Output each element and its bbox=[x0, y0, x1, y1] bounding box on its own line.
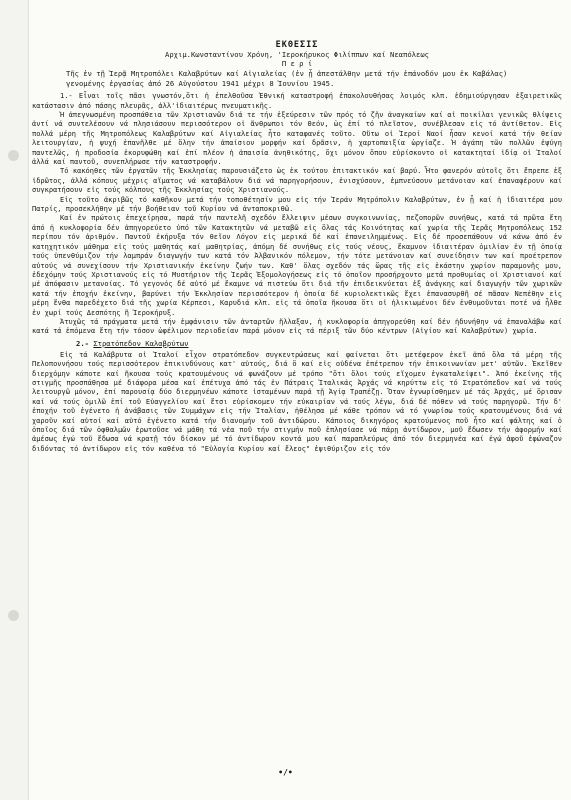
punch-hole bbox=[8, 150, 19, 161]
report-author: Αρχιμ.Κωνσταντίνου Χρόνη, 'Ιεροκήρυκος Φιλίππων καί Νεαπόλεως bbox=[165, 50, 429, 59]
report-title: ΕΚΘΕΣΙΣ bbox=[275, 40, 319, 50]
report-intro: Τῆς ἐν τῇ Ἱερᾷ Μητροπόλει Καλαβρύτων καί Αἰγιαλείας (ἐν ᾗ ἀπεστάλθην μετά τήν ἐπάνοδόν μου ἐκ Καβάλας) γενομένης ἐργασίας ἀπό 26 Αὐγούστου 1941 μέχρι 8 Ἰουνίου 1945. bbox=[66, 69, 508, 88]
binding-edge bbox=[0, 0, 29, 800]
paragraph: Εἰς τοῦτο ἀκριβῶς τό καθῆκον μετά τήν τοποθέτησίν μου εἰς τήν Ἱεράν Μητρόπολιν Καλαβρύτων, ἐν ᾗ καί ἡ ἰδιαιτέρα μου Πατρίς, προσεκλήθην μέ τήν βοήθειαν τοῦ Κυρίου νά ἀνταποκριθῶ. bbox=[32, 195, 562, 214]
paragraph: Καί ἐν πρώτοις ἐπεχείρησα, παρά τήν παντελῆ σχεδόν ἔλλειψιν μέσων συγκοινωνίας, πεζοπορῶν συνήθως, κατά τά πρῶτα ἔτη ἀπό ἡ κυκλοφορία δέν ἀπηγορεύετο ὑπό τῶν Κατακτητῶν νά μεταβῶ εἰς ὅλας τάς Κοινότητας καί χωρία τῆς Ἱερᾶς Μητροπόλεως 152 περίπου τόν ἀριθμόν. Παντοῦ ἐκήρυξα τόν θεῖον Λόγον εἰς μερικά δέ καί ἐπανειλημμένως. Εἰς δέ προσεπάθουν νά κάνω ἀπό ἐν κατηχητικόν μάθημα εἰς τούς μαθητάς καί μαθητρίας, ἀπόμη δέ συνήθως εἰς τούς νέους, ἔκαμνον ἰδιαιτέραν ὁμιλίαν ἐν τῇ ὁποίᾳ τούς ὑπενθύμιζον τήν λαμπράν διαγωγήν των κατά τόν Ἀλβανικόν πόλεμον, τήν τότε μετάνοιαν καί συνείδησιν των καί προέτρεπον αὐτούς νά συνεχίσουν τήν Χριστιανικήν ἐκείνην ζωήν των. Καθ' ὅλας σχεδόν τάς ὥρας τῆς εἰς ἑκάστην χωρίον παραμονῆς μου, ἐδεχόμην τούς Χριστιανούς εἰς τό Μυστήριον τῆς Ἱερᾶς Ἐξομολογήσεως εἰς τό ὁποῖον προσήρχοντο μετά προθυμίας οἱ Χριστιανοί καί μέ ἀπόφασιν μετανοίας. Τό γεγονός δέ αὐτό μέ ἔκαμνε νά πιστεύω ὅτι διά τῆν ἐπιδεικνύεται ἐξ ἀνάγκης καί διαγωγήν τῶν χωρικῶν κατά τήν ἐποχήν ἐκείνην, βαρύνει τήν Ἐκκλησίαν περισσότερον ἡ ὁποία δέ κυριολεκτικῶς ἔχει ἐπανασυρθῆ σέ πᾶσαν Νεπέθην εἰς μέρη ἔνθα παρεδέχετο διά τῆς χωρία Κέρπεσι, Καρυδιά κλπ. εἰς τά ὁποῖα ἤκουσα ὅτι οἱ ἡλικιωμένοι δέν ἐνθυμοῦνται ποτέ νά ἦλθε ἐν χωρί τούς Δεσπότης ἢ Ἱεροκήρυξ. bbox=[32, 214, 562, 317]
page-continuation-mark: •/• bbox=[278, 768, 293, 777]
paragraph: Ἀτυχῶς τά πράγματα μετά τήν ἐμφάνισιν τῶν ἀνταρτῶν ἤλλαξαν, ἡ κυκλοφορία ἀπηγορεύθη καί δέν ἠδυνήθην νά ἐπαναλάβω καί κατά τά ἐπόμενα ἔτη τήν τόσον ὠφέλιμον περιοδείαν παρά μόνον εἰς τά πέριξ τῶν δύο κέντρων (Αἰγίου καί Καλαβρύτων) χωρία. bbox=[32, 317, 562, 336]
document-body bbox=[32, 40, 562, 454]
paragraph: Ἡ ἀπεγνωσμένη προσπάθεια τῶν Χριστιανῶν διά τε τήν ἐξεύρεσιν τῶν πρός τό ζῆν ἀναγκαίων καί αἱ ποικίλαι γενικῶς θλίψεις ἀντί νά συντελέσουν νά πλησιάσουν περισσότερον οἱ ἄνθρωποι τόν Θεόν, ὡς ἐπί τό πλεῖστον, συνέβλεσαν εἰς τό ἀντίθετον. Εἰς πολλά μέρη τῆς Μητροπόλεως Καλαβρύτων καί Αἰγιαλείας ἦτο καταφανές τοῦτο. Οὕτω οἱ Ἱεροί Ναοί ἦσαν κενοί κατά τήν θείαν λειτουργίαν, ἡ ψυχή ἐπανῆλθε μέ ὅλην τήν ἀπαίσιον μορφήν καί δρᾶσιν, ἡ χαρτοπαιξία ὠργίαζε. Ἡ ἀγάπη τῶν πολλῶν ἐψύγη παντελῶς, ἡ προδοσία ἐκορυφώθη καί ἐπί πλέον ἡ ἀπαισία ἀνηθικότης, ὄχι μόνον ὅπου εὑρίσκοντο οἱ κατακτηταί ἰδίᾳ οἱ Ἰταλοί ἀλλά καί παντοῦ, συνεπλήρωσε τήν καταστροφήν. bbox=[32, 111, 562, 167]
paragraph: Τό κακόηθες τῶν ἐργατῶν τῆς Ἐκκλησίας παρουσιάζετο ὡς ἐκ τούτου ἐπιτακτικόν καί βαρύ. Ἦτο φανερόν αὐτοῖς ὅτι ἔπρεπε ἐξ ἱδρῶτος, ἀλλά κόπους μέχρις αἵματος νά καταβάλουν διά νά παρηγορήσουν, ἐνισχύσουν, ἐμπνεύσουν μετάνοιαν καί ἐπαναφέρουν καί συγκρατήσουν εἰς τούς κόλπους τῆς Ἐκκλησίας τούς Χριστιανούς. bbox=[32, 167, 562, 195]
paragraph: Εἰς τά Καλάβρυτα οἱ Ἰταλοί εἶχον στρατόπεδον συγκεντρώσεως καί φαίνεται ὅτι μετέφερον ἐκεῖ ἀπό ὅλα τά μέρη τῆς Πελοποννήσου τούς περισσότερον ἐπικινδύνους κατ' αὐτούς, διά ὅ καί εἰς οὐδένα ἐπέτρεπον τήν ἐπικοινωνίαν μετ' αὐτῶν. Ἐκεῖθεν διερχόμην κάποτε καί ἤκουσα τούς κρατουμένους νά φωνάζουν μέ τρόπο "ὅτι ὅλοι τούς εἴχομεν ἐγκαταλείψει". Ἀπό ἐκείνης τῆς στιγμῆς προσπάθησα μέ διάφορα μέσα καί ἐπέτυχα ἀπό τάς ἐν Πάτραις Ἰταλικάς Ἀρχάς νά κηρύττω εἰς τό Στρατόπεδον καί νά τούς λειτουργῶ μόνον, ἐπί παρουσίᾳ δύο διερμηνέων κάποτε ἱσταμένων παρά τῇ Ἁγίᾳ Τραπέζῃ. Ὅταν ἐγνωρίσθημεν μέ τάς Ἀρχάς, μέ ὅρισαν καί νά τούς ὁμιλῶ ἐπί τοῦ Εὐαγγελίου καί ἔτσι εὐρίσκομεν τήν εὐκαιρίαν νά τούς λέγω, διά δέ πόθεν νά τούς παρηγορῶ. Τήν δ' ἐποχήν τοῦ ἐγένετο ἡ ἀνάβασις τῶν Συμμάχων εἰς τήν Ἰταλίαν, ἠθέλησα μέ κάθε τρόπον νά τό γνωρίσω τούς κρατουμένους διά νά χαροῦν καί αὐτοί καί αὐτό ἐγένετο κατά τήν διανομήν τοῦ ἀντιδώρου. Κάποιος δικηγόρος κρατούμενος ποῦ ἦτο καί ψάλτης καί ὁ ὁποῖος διά τῶν ὀφθαλμῶν ἐρωτοῦσε νά μάθη τά νέα ποῦ τήν στιγμήν ποῦ ἐπλησίασε νά πάρῃ ἀντίδωρον, μοῦ ἔδωσεν τήν ἀφορμήν καί ἀμέσως ἐγώ τοῦ ἔδωσα νά κρατῇ τόν δίσκον μέ τό ἀντίδωρον κοντά μου καί παραπλεύρως ἀπό τόν διερμηνέα καί ἐγώ ἀφοῦ ἐφώναζον διδόντας τό ἀντίδωρον εἰς τόν καθένα τό "Εὐλογία Κυρίου καί ἔλεος" ἐψιθύριζον εἰς τόν bbox=[32, 350, 562, 453]
report-peri: Π ε ρ ί bbox=[281, 59, 313, 68]
section-title: Στρατόπεδον Καλαβρύτων bbox=[93, 338, 189, 348]
section-number: 2.- bbox=[76, 338, 89, 348]
paragraph: 1.- Εἶναι τοῖς πᾶσι γνωστόν,ὅτι ἡ ἐπελθοῦσα Ἐθνική καταστροφή ἐπακολουθήσας λοιμός κλπ. ἐδημιούργησαν ἐξαιρετικῶς κατάστασιν ἀπό πάσης πλευρᾶς, ἀλλ'ἰδιαιτέρως πνευματικῆς. bbox=[32, 92, 562, 110]
punch-hole bbox=[8, 610, 19, 621]
section-heading bbox=[76, 339, 562, 349]
